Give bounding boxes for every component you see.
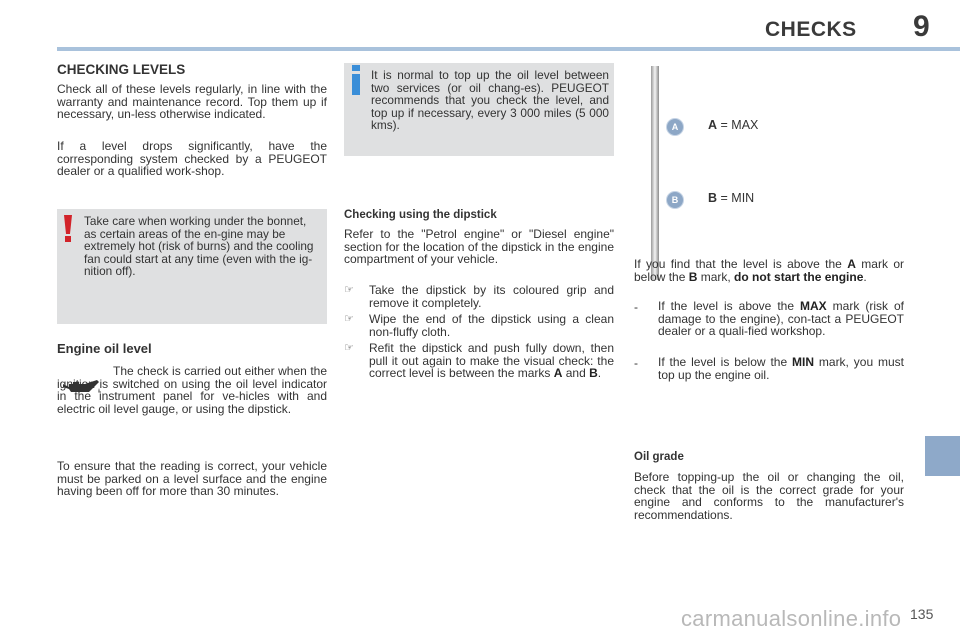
dipstick-intro: Refer to the "Petrol engine" or "Diesel engine" section for the location of the dipstick in the engine compartment of your vehicle.: [344, 227, 614, 267]
label-b-letter: B: [708, 191, 718, 205]
oil-level-title: Engine oil level: [57, 341, 152, 356]
step-3-end: .: [597, 366, 602, 381]
warning-exclamation-icon: [61, 215, 75, 243]
level-p1: If you find that the level is above the: [634, 257, 848, 271]
level-a: A: [847, 257, 856, 271]
dash1-pre: If the level is above the: [658, 299, 801, 313]
dash1-bold: MAX: [800, 299, 827, 313]
step-1: Take the dipstick by its coloured grip and remove it completely.: [369, 283, 614, 310]
step-3-mark-a: A: [553, 366, 563, 381]
info-text: It is normal to top up the oil level between two services (or oil chang-es). PEUGEOT recommends that you check the level, and top up if necessary, every 3 000 miles (5 000 kms).: [371, 68, 609, 133]
label-max: [708, 118, 758, 132]
header-rule: [57, 47, 960, 51]
oil-level-text-2: To ensure that the reading is correct, your vehicle must be parked on a level surface and the engine having been off for more than 30 minutes.: [57, 459, 327, 499]
chapter-tab: [925, 436, 960, 476]
dipstick-title: Checking using the dipstick: [344, 209, 497, 221]
level-p4: .: [863, 269, 867, 284]
step-2: Wipe the end of the dipstick using a clean non-fluffy cloth.: [369, 312, 614, 339]
label-min: [708, 191, 754, 205]
dash-item-min: [658, 356, 904, 381]
oil-level-text: The check is carried out either when the ignition is switched on using the oil level indicator in the instrument panel for ve-hicles with and electric oil level gauge, or using the dipstick.: [57, 364, 327, 416]
step-3-and: and: [562, 366, 590, 381]
oil-grade-title: Oil grade: [634, 451, 684, 463]
finger-bullet-icon: ☞: [344, 342, 354, 354]
warning-text: Take care when working under the bonnet, as certain areas of the en-gine may be extremely hot (risk of burns) and the cooling fan could start at any time (even with the ig-nition off).: [84, 214, 314, 279]
dash2-pre: If the level is below the: [658, 355, 793, 369]
dipstick-illustration: [648, 66, 662, 280]
section-title: CHECKING LEVELS: [57, 62, 186, 77]
finger-bullet-icon: ☞: [344, 313, 354, 325]
step-3-text: Refit the dipstick and push fully down, then pull it out again to make the visual check: the correct level is between the marks: [369, 341, 614, 381]
chapter-title: CHECKS: [765, 18, 857, 41]
level-b: B: [688, 269, 698, 284]
dash2-post: mark, you must top up the engine oil.: [658, 355, 905, 382]
level-p3: mark,: [697, 269, 735, 284]
level-p2: mark or below the: [634, 257, 904, 284]
level-paragraph: [634, 258, 904, 283]
label-a-text: = MAX: [717, 118, 759, 132]
dash2-bold: MIN: [792, 355, 815, 369]
step-3: [369, 342, 614, 380]
watermark: carmanualsonline.info: [681, 606, 902, 631]
info-icon: [349, 65, 363, 95]
oil-grade-text: Before topping-up the oil or changing the oil, check that the oil is the correct grade for your engine and conforms to the manufacturer's recommendations.: [634, 470, 904, 522]
dash-marker: -: [634, 356, 638, 370]
chapter-number: 9: [913, 10, 930, 43]
finger-bullet-icon: ☞: [344, 284, 354, 296]
dash1-post: mark (risk of damage to the engine), con-tact a PEUGEOT dealer or a quali-fied workshop.: [658, 299, 904, 339]
dash-marker: -: [634, 300, 638, 314]
intro-paragraph-1: Check all of these levels regularly, in line with the warranty and maintenance record. Top them up if necessary, un-less otherwise indicated.: [57, 82, 327, 122]
marker-b-icon: B: [666, 191, 684, 209]
marker-a-icon: A: [666, 118, 684, 136]
step-3-mark-b: B: [589, 366, 598, 381]
dash-item-max: [658, 300, 904, 338]
label-b-text: = MIN: [717, 191, 755, 205]
level-bold: do not start the engine: [734, 269, 864, 284]
label-a-letter: A: [708, 118, 718, 132]
page-number: 135: [910, 606, 934, 622]
intro-paragraph-2: If a level drops significantly, have the corresponding system checked by a PEUGEOT dealer or a qualified work-shop.: [57, 139, 327, 179]
